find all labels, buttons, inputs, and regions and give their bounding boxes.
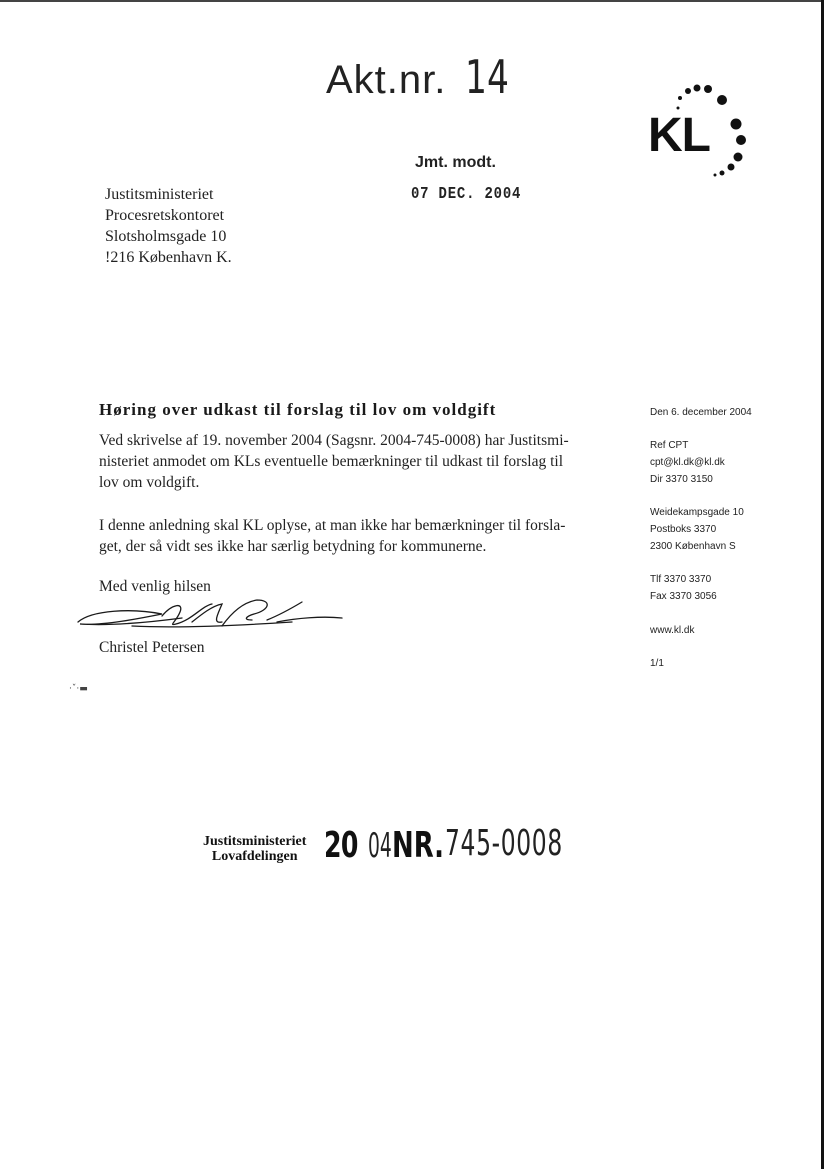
recipient-line: Procesretskontoret [105,207,225,224]
paragraph-line: get, der så vidt ses ikke har særlig betydning for kommunerne. [99,538,487,555]
ministry-stamp-case-number: 745-0008 [445,823,563,864]
phone: Tlf 3370 3370 [650,574,712,585]
page-number: 1/1 [650,658,664,669]
reference: Ref CPT [650,440,689,451]
sidebar-date [650,404,810,421]
sidebar-reference [650,437,810,488]
scan-edge-top [0,0,824,2]
letter-paragraph-1 [99,430,609,493]
address-line: 2300 København S [650,541,736,552]
ministry-stamp-nr-label: NR. [392,825,444,866]
sidebar-phone [650,571,810,605]
sidebar-web [650,622,810,639]
recipient-line: Slotsholmsgade 10 [105,228,227,245]
address-line: Weidekampsgade 10 [650,507,744,518]
direct-phone: Dir 3370 3150 [650,474,713,485]
recipient-line: Justitsministeriet [105,186,214,203]
sidebar-address [650,504,810,555]
recipient-line: !216 København K. [105,249,232,266]
letter-signer: Christel Petersen [99,639,205,656]
scan-speck: ·ˇ·▬ [69,684,88,694]
email: cpt@kl.dk@kl.dk [650,457,725,468]
ministry-stamp [203,834,306,864]
website: www.kl.dk [650,625,695,636]
akt-nr-handwritten: 14 [465,50,509,104]
letter-paragraph-2 [99,515,609,557]
ministry-stamp-year-handwritten: 04 [368,826,392,866]
paragraph-line: nisteriet anmodet om KLs eventuelle bemærkninger til udkast til forslag til [99,453,564,470]
kl-logo [640,78,765,178]
letter-closing: Med venlig hilsen [99,578,211,595]
received-stamp-label: Jmt. modt. [415,154,496,171]
letter-subject: Høring over udkast til forslag til lov om voldgift [99,400,497,419]
ministry-stamp-line: Justitsministeriet [203,834,307,849]
paragraph-line: lov om voldgift. [99,474,200,491]
ministry-stamp-line: Lovafdelingen [211,849,298,864]
paragraph-line: Ved skrivelse af 19. november 2004 (Sagsnr. 2004-745-0008) har Justitsmi- [99,432,569,449]
akt-nr-label: Akt.nr. [326,58,447,102]
address-line: Postboks 3370 [650,524,717,535]
fax: Fax 3370 3056 [650,591,717,602]
sidebar-page [650,655,810,672]
kl-logo-text: KL [648,109,710,162]
letter-date: Den 6. december 2004 [650,407,752,418]
paragraph-line: I denne anledning skal KL oplyse, at man ikke har bemærkninger til forsla- [99,517,566,534]
ministry-stamp-year: 20 [324,825,358,866]
handwritten-signature [72,596,347,636]
recipient-address [105,184,232,268]
received-stamp-date: 07 DEC. 2004 [411,185,522,204]
